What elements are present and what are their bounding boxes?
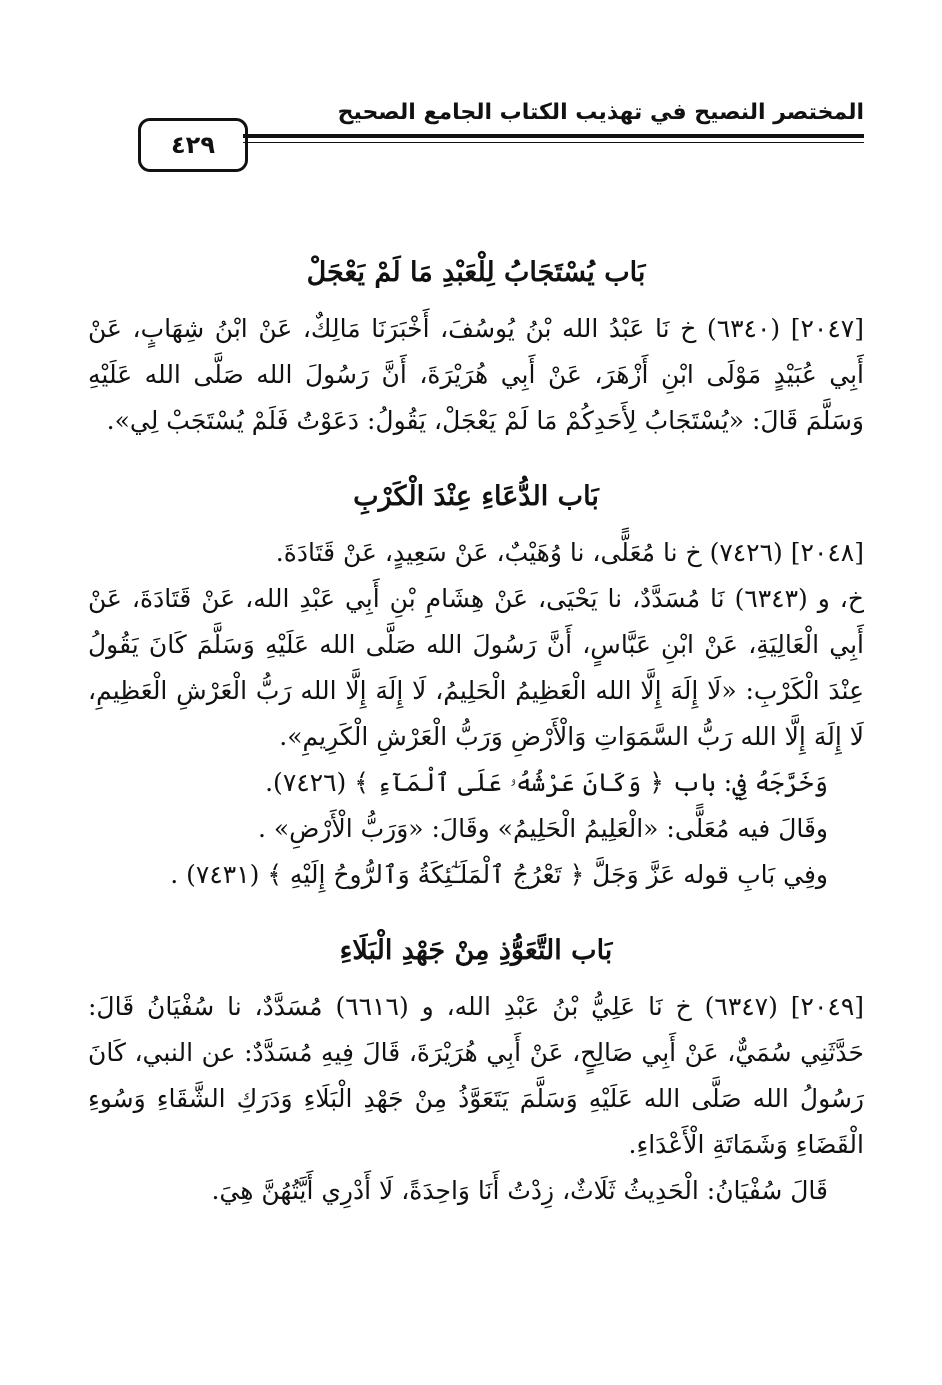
header-rule-thick: [243, 134, 864, 138]
running-header-title: المختصر النصيح في تهذيب الكتاب الجامع الصحيح: [337, 100, 864, 125]
section-gap: [88, 444, 864, 472]
hadith-2049: [٢٠٤٩] (٦٣٤٧) خ نَا عَلِيُّ بْنُ عَبْدِ الله، و (٦٦١٦) مُسَدَّدٌ، نا سُفْيَانُ قَالَ: حَدَّثَنِي سُمَيٌّ، عَنْ أَبِي صَالِحٍ، عَنْ أَبِي هُرَيْرَةَ، قَالَ فِيهِ مُسَدَّدٌ: عن النبي، كَانَ رَسُولُ الله صَلَّى الله عَلَيْهِ وَسَلَّمَ يَتَعَوَّذُ مِنْ جَهْدِ الْبَلَاءِ وَدَرَكِ الشَّقَاءِ وَسُوءِ الْقَضَاءِ وَشَمَاتَةِ الْأَعْدَاءِ.: [88, 992, 865, 1159]
hadith-2049-note: قَالَ سُفْيَانُ: الْحَدِيثُ ثَلَاثٌ، زِدْتُ أَنَا وَاحِدَةً، لَا أَدْرِي أَيَّتُهُنَّ هِيَ.: [211, 1176, 828, 1205]
section-gap: [88, 898, 864, 926]
hadith-2048-isnad: [٢٠٤٨] (٧٤٢٦) خ نا مُعَلًّى، نا وُهَيْبٌ، عَنْ سَعِيدٍ، عَنْ قَتَادَةَ.: [275, 538, 864, 567]
chapter-heading-3: بَاب التَّعَوُّذِ مِنْ جَهْدِ الْبَلَاءِ: [339, 935, 613, 966]
chapter-heading-1: بَاب يُسْتَجَابُ لِلْعَبْدِ مَا لَمْ يَعْجَلْ: [306, 257, 646, 288]
hadith-2048-text: خ، و (٦٣٤٣) نَا مُسَدَّدٌ، نا يَحْيَى، عَنْ هِشَامِ بْنِ أَبِي عَبْدِ الله، عَنْ قَتَادَةَ، عَنْ أَبِي الْعَالِيَةِ، عَنْ ابْنِ عَبَّاسٍ، أَنَّ رَسُولَ الله صَلَّى الله عَلَيْهِ وَسَلَّمَ كَانَ يَقُولُ عِنْدَ الْكَرْبِ: «لَا إِلَهَ إِلَّا الله الْعَظِيمُ الْحَلِيمُ، لَا إِلَهَ إِلَّا الله رَبُّ الْعَرْشِ الْعَظِيمِ، لَا إِلَهَ إِلَّا الله رَبُّ السَّمَوَاتِ وَالْأَرْضِ وَرَبُّ الْعَرْشِ الْكَرِيمِ».: [88, 584, 864, 751]
hadith-2048-note-3: وفِي بَابِ قوله عَزَّ وَجَلَّ ﴿ تَعْرُجُ ٱلْمَلَـٰٓئِكَةُ وَٱلرُّوحُ إِلَيْهِ ﴾ (٧٤٣١) .: [170, 860, 828, 889]
hadith-2047: [٢٠٤٧] (٦٣٤٠) خ نَا عَبْدُ الله بْنُ يُوسُفَ، أَخْبَرَنَا مَالِكٌ، عَنْ ابْنُ شِهَابٍ، عَنْ أَبِي عُبَيْدٍ مَوْلَى ابْنِ أَزْهَرَ، عَنْ أَبِي هُرَيْرَةَ، أَنَّ رَسُولَ الله صَلَّى الله عَلَيْهِ وَسَلَّمَ قَالَ: «يُسْتَجَابُ لِأَحَدِكُمْ مَا لَمْ يَعْجَلْ، يَقُولُ: دَعَوْتُ فَلَمْ يُسْتَجَبْ لِي».: [88, 314, 864, 435]
hadith-2048-note-2: وقَالَ فيه مُعَلًّى: «الْعَلِيمُ الْحَلِيمُ» وقَالَ: «وَرَبُّ الْأَرْضِ» .: [257, 814, 828, 843]
hadith-2048-note-1: وَخَرَّجَهُ فِي: باب ﴿ وَكَانَ عَرْشُهُۥ عَلَى ٱلْمَآءِ ﴾ (٧٤٢٦).: [265, 768, 828, 797]
chapter-heading-2: بَاب الدُّعَاءِ عِنْدَ الْكَرْبِ: [353, 481, 599, 512]
header-rule-thin: [243, 142, 864, 143]
main-text: [88, 248, 864, 1214]
page-number: ٤٢٩: [138, 118, 248, 172]
